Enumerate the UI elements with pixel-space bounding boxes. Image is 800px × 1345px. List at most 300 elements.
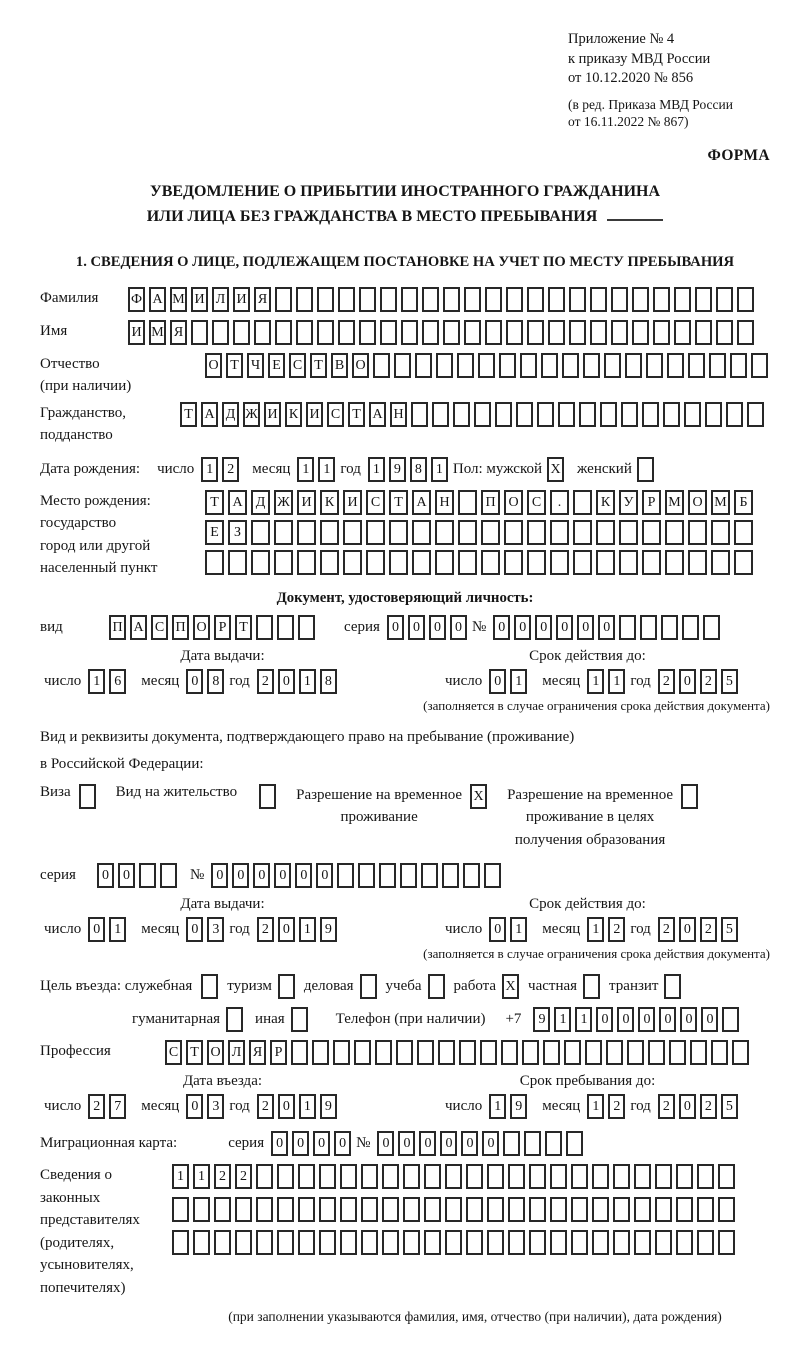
- char-cell[interactable]: Т: [186, 1040, 203, 1065]
- purpose-humanitarian-checkbox[interactable]: [226, 1007, 243, 1032]
- char-cell[interactable]: [503, 1131, 520, 1156]
- char-cell[interactable]: [458, 520, 477, 545]
- char-cell[interactable]: [634, 1197, 651, 1222]
- char-cell[interactable]: 2: [608, 1094, 625, 1119]
- char-cell[interactable]: 2: [214, 1164, 231, 1189]
- char-cell[interactable]: О: [205, 353, 222, 378]
- char-cell[interactable]: [522, 1040, 539, 1065]
- char-cell[interactable]: И: [191, 287, 208, 312]
- char-cell[interactable]: [442, 863, 459, 888]
- entry-month-field[interactable]: [186, 1094, 224, 1119]
- char-cell[interactable]: [415, 353, 432, 378]
- char-cell[interactable]: 0: [88, 917, 105, 942]
- char-cell[interactable]: 2: [257, 917, 274, 942]
- char-cell[interactable]: [312, 1040, 329, 1065]
- id-issue-month-field[interactable]: [186, 669, 224, 694]
- char-cell[interactable]: [703, 615, 720, 640]
- char-cell[interactable]: [550, 520, 569, 545]
- char-cell[interactable]: 1: [201, 457, 218, 482]
- char-cell[interactable]: 1: [193, 1164, 210, 1189]
- char-cell[interactable]: [424, 1164, 441, 1189]
- char-cell[interactable]: Ф: [128, 287, 145, 312]
- char-cell[interactable]: [613, 1197, 630, 1222]
- char-cell[interactable]: [256, 615, 273, 640]
- char-cell[interactable]: [256, 1197, 273, 1222]
- char-cell[interactable]: [590, 287, 607, 312]
- char-cell[interactable]: [653, 287, 670, 312]
- char-cell[interactable]: Н: [435, 490, 454, 515]
- char-cell[interactable]: [424, 1197, 441, 1222]
- id-issue-day-field[interactable]: [88, 669, 126, 694]
- char-cell[interactable]: 0: [577, 615, 594, 640]
- char-cell[interactable]: [233, 320, 250, 345]
- char-cell[interactable]: [508, 1230, 525, 1255]
- purpose-study-checkbox[interactable]: [428, 974, 445, 999]
- char-cell[interactable]: [319, 1230, 336, 1255]
- char-cell[interactable]: [422, 287, 439, 312]
- char-cell[interactable]: [718, 1230, 735, 1255]
- char-cell[interactable]: [562, 353, 579, 378]
- char-cell[interactable]: 0: [659, 1007, 676, 1032]
- char-cell[interactable]: [354, 1040, 371, 1065]
- right-doc-series-field[interactable]: [97, 863, 177, 888]
- char-cell[interactable]: [527, 287, 544, 312]
- char-cell[interactable]: [256, 1230, 273, 1255]
- char-cell[interactable]: [320, 520, 339, 545]
- char-cell[interactable]: [359, 320, 376, 345]
- char-cell[interactable]: А: [228, 490, 247, 515]
- char-cell[interactable]: [401, 320, 418, 345]
- rd-valid-year-field[interactable]: [658, 917, 738, 942]
- char-cell[interactable]: 0: [211, 863, 228, 888]
- char-cell[interactable]: Д: [222, 402, 239, 427]
- char-cell[interactable]: [379, 863, 396, 888]
- purpose-other-checkbox[interactable]: [291, 1007, 308, 1032]
- char-cell[interactable]: И: [297, 490, 316, 515]
- char-cell[interactable]: [375, 1040, 392, 1065]
- char-cell[interactable]: 0: [535, 615, 552, 640]
- char-cell[interactable]: Я: [254, 287, 271, 312]
- phone-field[interactable]: [533, 1007, 739, 1032]
- char-cell[interactable]: 1: [587, 669, 604, 694]
- char-cell[interactable]: С: [366, 490, 385, 515]
- char-cell[interactable]: [481, 550, 500, 575]
- char-cell[interactable]: [571, 1230, 588, 1255]
- char-cell[interactable]: К: [285, 402, 302, 427]
- char-cell[interactable]: 2: [658, 917, 675, 942]
- char-cell[interactable]: [627, 1040, 644, 1065]
- char-cell[interactable]: М: [149, 320, 166, 345]
- char-cell[interactable]: [592, 1197, 609, 1222]
- char-cell[interactable]: X: [470, 784, 487, 809]
- char-cell[interactable]: М: [170, 287, 187, 312]
- char-cell[interactable]: 2: [257, 669, 274, 694]
- char-cell[interactable]: 1: [575, 1007, 592, 1032]
- char-cell[interactable]: 1: [608, 669, 625, 694]
- char-cell[interactable]: 1: [489, 1094, 506, 1119]
- char-cell[interactable]: 1: [299, 917, 316, 942]
- char-cell[interactable]: О: [352, 353, 369, 378]
- char-cell[interactable]: [259, 784, 276, 809]
- char-cell[interactable]: [432, 402, 449, 427]
- birth-place-field-row3[interactable]: [205, 550, 753, 575]
- char-cell[interactable]: 1: [587, 1094, 604, 1119]
- char-cell[interactable]: [275, 320, 292, 345]
- char-cell[interactable]: 0: [387, 615, 404, 640]
- char-cell[interactable]: 8: [320, 669, 337, 694]
- char-cell[interactable]: [681, 784, 698, 809]
- char-cell[interactable]: [317, 320, 334, 345]
- char-cell[interactable]: [543, 1040, 560, 1065]
- char-cell[interactable]: [453, 402, 470, 427]
- char-cell[interactable]: 1: [318, 457, 335, 482]
- char-cell[interactable]: [382, 1230, 399, 1255]
- char-cell[interactable]: 0: [377, 1131, 394, 1156]
- char-cell[interactable]: [412, 550, 431, 575]
- visa-checkbox[interactable]: [79, 784, 96, 809]
- char-cell[interactable]: [443, 287, 460, 312]
- char-cell[interactable]: 5: [721, 1094, 738, 1119]
- char-cell[interactable]: Ж: [243, 402, 260, 427]
- char-cell[interactable]: [403, 1230, 420, 1255]
- char-cell[interactable]: [545, 1131, 562, 1156]
- char-cell[interactable]: [684, 402, 701, 427]
- char-cell[interactable]: 1: [109, 917, 126, 942]
- char-cell[interactable]: П: [109, 615, 126, 640]
- char-cell[interactable]: Т: [389, 490, 408, 515]
- char-cell[interactable]: [277, 615, 294, 640]
- representatives-field-row1[interactable]: [172, 1164, 735, 1189]
- char-cell[interactable]: 2: [235, 1164, 252, 1189]
- char-cell[interactable]: О: [688, 490, 707, 515]
- char-cell[interactable]: [466, 1197, 483, 1222]
- char-cell[interactable]: [366, 520, 385, 545]
- char-cell[interactable]: [333, 1040, 350, 1065]
- char-cell[interactable]: Ж: [274, 490, 293, 515]
- char-cell[interactable]: [436, 353, 453, 378]
- char-cell[interactable]: 8: [207, 669, 224, 694]
- char-cell[interactable]: [737, 320, 754, 345]
- char-cell[interactable]: [297, 520, 316, 545]
- char-cell[interactable]: [682, 615, 699, 640]
- char-cell[interactable]: 0: [97, 863, 114, 888]
- char-cell[interactable]: [214, 1197, 231, 1222]
- char-cell[interactable]: [382, 1197, 399, 1222]
- entry-year-field[interactable]: [257, 1094, 337, 1119]
- rd-valid-day-field[interactable]: [489, 917, 527, 942]
- char-cell[interactable]: [463, 863, 480, 888]
- char-cell[interactable]: [573, 550, 592, 575]
- char-cell[interactable]: [676, 1230, 693, 1255]
- char-cell[interactable]: 0: [278, 669, 295, 694]
- char-cell[interactable]: Р: [642, 490, 661, 515]
- char-cell[interactable]: Е: [205, 520, 224, 545]
- birth-month-field[interactable]: [297, 457, 335, 482]
- char-cell[interactable]: Д: [251, 490, 270, 515]
- char-cell[interactable]: [634, 1230, 651, 1255]
- char-cell[interactable]: 0: [679, 669, 696, 694]
- char-cell[interactable]: [421, 863, 438, 888]
- char-cell[interactable]: [747, 402, 764, 427]
- char-cell[interactable]: А: [130, 615, 147, 640]
- char-cell[interactable]: [501, 1040, 518, 1065]
- migration-series-field[interactable]: [271, 1131, 351, 1156]
- char-cell[interactable]: Н: [390, 402, 407, 427]
- char-cell[interactable]: [695, 320, 712, 345]
- stay-year-field[interactable]: [658, 1094, 738, 1119]
- birth-place-field-row2[interactable]: [205, 520, 753, 545]
- char-cell[interactable]: 3: [207, 1094, 224, 1119]
- char-cell[interactable]: [569, 320, 586, 345]
- char-cell[interactable]: [590, 320, 607, 345]
- char-cell[interactable]: 9: [510, 1094, 527, 1119]
- char-cell[interactable]: [674, 320, 691, 345]
- char-cell[interactable]: [737, 287, 754, 312]
- char-cell[interactable]: [254, 320, 271, 345]
- char-cell[interactable]: 0: [313, 1131, 330, 1156]
- char-cell[interactable]: 1: [297, 457, 314, 482]
- char-cell[interactable]: [529, 1197, 546, 1222]
- purpose-business-checkbox[interactable]: [360, 974, 377, 999]
- char-cell[interactable]: 2: [658, 1094, 675, 1119]
- char-cell[interactable]: 1: [368, 457, 385, 482]
- char-cell[interactable]: [711, 550, 730, 575]
- char-cell[interactable]: X: [502, 974, 519, 999]
- temp-residence-checkbox[interactable]: [470, 784, 487, 809]
- char-cell[interactable]: [459, 1040, 476, 1065]
- char-cell[interactable]: [317, 287, 334, 312]
- char-cell[interactable]: [527, 520, 546, 545]
- char-cell[interactable]: [604, 353, 621, 378]
- char-cell[interactable]: [396, 1040, 413, 1065]
- char-cell[interactable]: [730, 353, 747, 378]
- char-cell[interactable]: [445, 1230, 462, 1255]
- char-cell[interactable]: [564, 1040, 581, 1065]
- char-cell[interactable]: 0: [186, 1094, 203, 1119]
- char-cell[interactable]: [573, 520, 592, 545]
- char-cell[interactable]: [340, 1230, 357, 1255]
- char-cell[interactable]: 2: [700, 669, 717, 694]
- char-cell[interactable]: [495, 402, 512, 427]
- char-cell[interactable]: [529, 1164, 546, 1189]
- char-cell[interactable]: [726, 402, 743, 427]
- char-cell[interactable]: [296, 287, 313, 312]
- char-cell[interactable]: А: [201, 402, 218, 427]
- representatives-field-row2[interactable]: [172, 1197, 735, 1222]
- char-cell[interactable]: [579, 402, 596, 427]
- char-cell[interactable]: [573, 490, 592, 515]
- char-cell[interactable]: 7: [109, 1094, 126, 1119]
- char-cell[interactable]: [669, 1040, 686, 1065]
- entry-day-field[interactable]: [88, 1094, 126, 1119]
- char-cell[interactable]: [251, 520, 270, 545]
- char-cell[interactable]: [583, 974, 600, 999]
- char-cell[interactable]: 0: [398, 1131, 415, 1156]
- char-cell[interactable]: [664, 974, 681, 999]
- char-cell[interactable]: [499, 353, 516, 378]
- char-cell[interactable]: [191, 320, 208, 345]
- char-cell[interactable]: [487, 1230, 504, 1255]
- char-cell[interactable]: 1: [88, 669, 105, 694]
- char-cell[interactable]: [481, 520, 500, 545]
- char-cell[interactable]: [655, 1164, 672, 1189]
- char-cell[interactable]: [688, 520, 707, 545]
- rd-issue-year-field[interactable]: [257, 917, 337, 942]
- char-cell[interactable]: [320, 550, 339, 575]
- char-cell[interactable]: [380, 320, 397, 345]
- char-cell[interactable]: 0: [450, 615, 467, 640]
- char-cell[interactable]: Л: [212, 287, 229, 312]
- char-cell[interactable]: С: [165, 1040, 182, 1065]
- char-cell[interactable]: .: [550, 490, 569, 515]
- char-cell[interactable]: [291, 1040, 308, 1065]
- char-cell[interactable]: 0: [638, 1007, 655, 1032]
- char-cell[interactable]: [734, 550, 753, 575]
- char-cell[interactable]: 9: [389, 457, 406, 482]
- char-cell[interactable]: О: [193, 615, 210, 640]
- char-cell[interactable]: [674, 287, 691, 312]
- char-cell[interactable]: [214, 1230, 231, 1255]
- char-cell[interactable]: Я: [249, 1040, 266, 1065]
- id-valid-day-field[interactable]: [489, 669, 527, 694]
- char-cell[interactable]: А: [412, 490, 431, 515]
- stay-day-field[interactable]: [489, 1094, 527, 1119]
- char-cell[interactable]: [411, 402, 428, 427]
- char-cell[interactable]: [361, 1230, 378, 1255]
- char-cell[interactable]: С: [327, 402, 344, 427]
- char-cell[interactable]: [718, 1197, 735, 1222]
- right-doc-number-field[interactable]: [211, 863, 501, 888]
- char-cell[interactable]: [464, 320, 481, 345]
- char-cell[interactable]: 0: [232, 863, 249, 888]
- char-cell[interactable]: [695, 287, 712, 312]
- char-cell[interactable]: 1: [299, 669, 316, 694]
- rd-issue-month-field[interactable]: [186, 917, 224, 942]
- profession-field[interactable]: [165, 1040, 749, 1065]
- char-cell[interactable]: [474, 402, 491, 427]
- char-cell[interactable]: [583, 353, 600, 378]
- char-cell[interactable]: [401, 287, 418, 312]
- char-cell[interactable]: [642, 550, 661, 575]
- char-cell[interactable]: [550, 550, 569, 575]
- char-cell[interactable]: [359, 287, 376, 312]
- char-cell[interactable]: [400, 863, 417, 888]
- id-valid-month-field[interactable]: [587, 669, 625, 694]
- char-cell[interactable]: 0: [617, 1007, 634, 1032]
- char-cell[interactable]: 5: [721, 917, 738, 942]
- char-cell[interactable]: [466, 1230, 483, 1255]
- char-cell[interactable]: 0: [271, 1131, 288, 1156]
- char-cell[interactable]: И: [264, 402, 281, 427]
- char-cell[interactable]: 0: [556, 615, 573, 640]
- char-cell[interactable]: [548, 320, 565, 345]
- char-cell[interactable]: 6: [109, 669, 126, 694]
- char-cell[interactable]: [487, 1197, 504, 1222]
- char-cell[interactable]: [193, 1197, 210, 1222]
- char-cell[interactable]: 3: [207, 917, 224, 942]
- char-cell[interactable]: [403, 1164, 420, 1189]
- char-cell[interactable]: Т: [348, 402, 365, 427]
- char-cell[interactable]: [466, 1164, 483, 1189]
- char-cell[interactable]: С: [151, 615, 168, 640]
- temp-residence-edu-checkbox[interactable]: [681, 784, 698, 809]
- char-cell[interactable]: 1: [299, 1094, 316, 1119]
- char-cell[interactable]: [297, 550, 316, 575]
- char-cell[interactable]: С: [289, 353, 306, 378]
- char-cell[interactable]: 0: [489, 669, 506, 694]
- migration-number-field[interactable]: [377, 1131, 583, 1156]
- char-cell[interactable]: 9: [320, 917, 337, 942]
- char-cell[interactable]: 1: [510, 669, 527, 694]
- char-cell[interactable]: [550, 1230, 567, 1255]
- char-cell[interactable]: Л: [228, 1040, 245, 1065]
- char-cell[interactable]: [428, 974, 445, 999]
- char-cell[interactable]: И: [306, 402, 323, 427]
- char-cell[interactable]: 1: [172, 1164, 189, 1189]
- char-cell[interactable]: 5: [721, 669, 738, 694]
- char-cell[interactable]: [661, 615, 678, 640]
- char-cell[interactable]: [485, 287, 502, 312]
- char-cell[interactable]: [403, 1197, 420, 1222]
- char-cell[interactable]: А: [369, 402, 386, 427]
- char-cell[interactable]: [212, 320, 229, 345]
- char-cell[interactable]: 0: [489, 917, 506, 942]
- char-cell[interactable]: А: [149, 287, 166, 312]
- char-cell[interactable]: [485, 320, 502, 345]
- stay-month-field[interactable]: [587, 1094, 625, 1119]
- char-cell[interactable]: 0: [596, 1007, 613, 1032]
- char-cell[interactable]: [619, 615, 636, 640]
- char-cell[interactable]: [632, 287, 649, 312]
- char-cell[interactable]: [343, 550, 362, 575]
- char-cell[interactable]: К: [320, 490, 339, 515]
- char-cell[interactable]: [665, 550, 684, 575]
- id-issue-year-field[interactable]: [257, 669, 337, 694]
- char-cell[interactable]: [361, 1164, 378, 1189]
- char-cell[interactable]: З: [228, 520, 247, 545]
- char-cell[interactable]: 0: [419, 1131, 436, 1156]
- char-cell[interactable]: [592, 1230, 609, 1255]
- char-cell[interactable]: [613, 1230, 630, 1255]
- char-cell[interactable]: 1: [554, 1007, 571, 1032]
- char-cell[interactable]: 0: [679, 917, 696, 942]
- purpose-official-checkbox[interactable]: [201, 974, 218, 999]
- char-cell[interactable]: М: [711, 490, 730, 515]
- char-cell[interactable]: X: [547, 457, 564, 482]
- char-cell[interactable]: [625, 353, 642, 378]
- char-cell[interactable]: Ч: [247, 353, 264, 378]
- char-cell[interactable]: 0: [493, 615, 510, 640]
- patronymic-field[interactable]: [205, 353, 768, 378]
- char-cell[interactable]: 0: [679, 1094, 696, 1119]
- char-cell[interactable]: [291, 1007, 308, 1032]
- char-cell[interactable]: [484, 863, 501, 888]
- birth-place-field-row1[interactable]: [205, 490, 753, 515]
- purpose-work-checkbox[interactable]: [502, 974, 519, 999]
- char-cell[interactable]: [438, 1040, 455, 1065]
- char-cell[interactable]: [688, 353, 705, 378]
- char-cell[interactable]: 0: [316, 863, 333, 888]
- id-doc-number-field[interactable]: [493, 615, 720, 640]
- char-cell[interactable]: [611, 320, 628, 345]
- purpose-tourism-checkbox[interactable]: [278, 974, 295, 999]
- sex-male-checkbox[interactable]: [547, 457, 564, 482]
- char-cell[interactable]: [571, 1164, 588, 1189]
- char-cell[interactable]: [361, 1197, 378, 1222]
- char-cell[interactable]: 0: [186, 669, 203, 694]
- char-cell[interactable]: [422, 320, 439, 345]
- char-cell[interactable]: [585, 1040, 602, 1065]
